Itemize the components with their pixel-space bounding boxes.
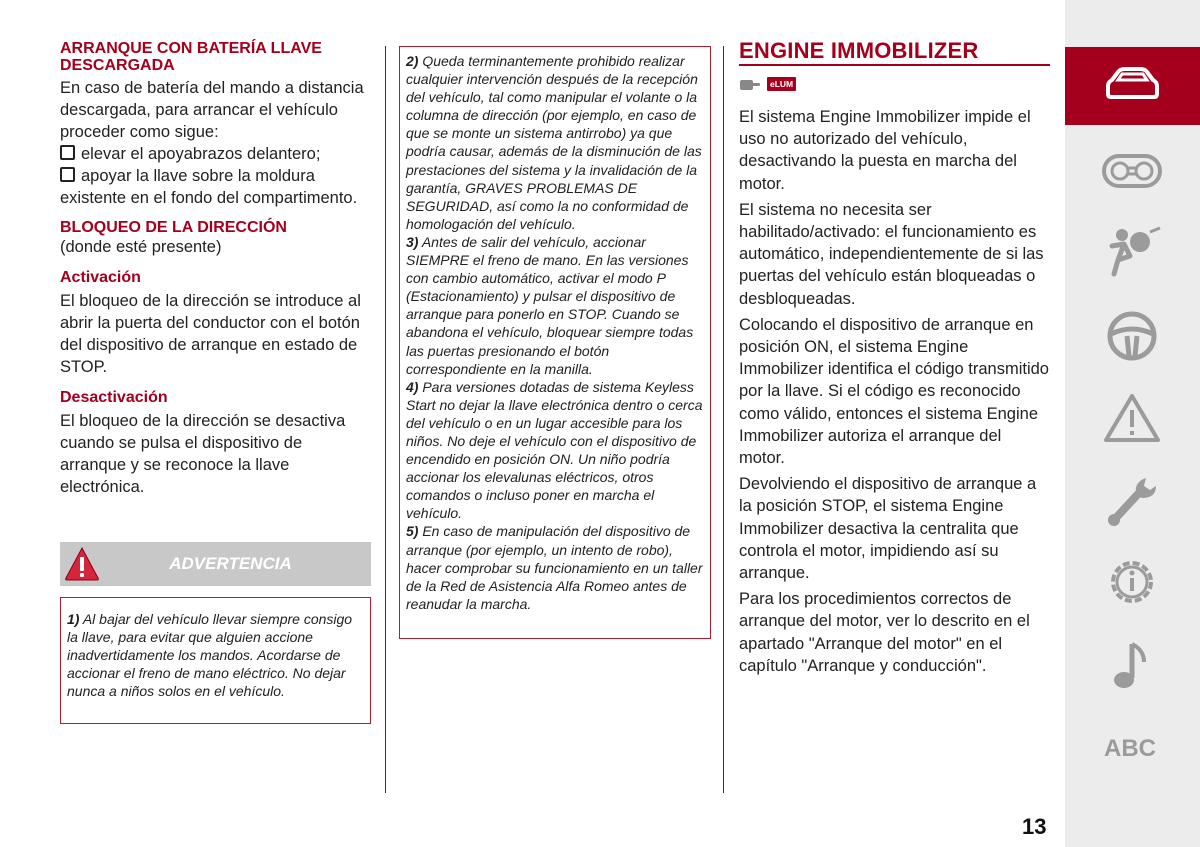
dashboard-icon[interactable] <box>1100 146 1164 198</box>
activation-title: Activación <box>60 269 141 286</box>
list-item <box>406 522 704 612</box>
heading-steering-lock: BLOQUEO DE LA DIRECCIÓN <box>60 219 287 236</box>
warning-item-text: Al bajar del vehículo llevar siempre consigo la llave, para evitar que alguien accione inadvertidamente los mandos. Acordarse de accionar el freno de mano eléctrico. No dejar nunca a niños solos en el vehículo. <box>67 611 353 700</box>
list-item <box>60 165 372 209</box>
wrench-icon[interactable] <box>1100 474 1164 526</box>
warning-box-1 <box>60 597 371 724</box>
version-tags <box>739 74 1051 94</box>
steering-lock-note: (donde esté presente) <box>60 238 222 256</box>
elum-badge: eLUM <box>767 77 796 91</box>
car-icon[interactable] <box>1100 60 1164 112</box>
warning-item-number: 2) <box>406 53 419 69</box>
airbag-icon[interactable] <box>1100 226 1164 278</box>
page-number: 13 <box>1022 814 1047 839</box>
column-right <box>739 38 1051 681</box>
list-item <box>406 233 704 378</box>
deactivation-title: Desactivación <box>60 389 168 406</box>
list-item <box>406 378 704 523</box>
warning-box-2 <box>399 46 711 639</box>
bullet-text: elevar el apoyabrazos delantero; <box>81 145 321 163</box>
activation-text: El bloqueo de la dirección se introduce al abrir la puerta del conductor con el botón del dispositivo de arranque en estado de STOP. <box>60 292 361 376</box>
warning-item-text: Antes de salir del vehículo, accionar SIEMPRE el freno de mano. En las versiones con cambio automático, activar el modo P (Estacionamiento) y pulsar el dispositivo de arranque para ponerlo en STOP. Cuando se abandona el vehículo, bloquear siempre todas las puertas presionando el botón correspondiente en la manilla. <box>406 233 694 377</box>
steering-wheel-icon[interactable] <box>1100 310 1164 362</box>
music-note-icon[interactable] <box>1100 640 1164 692</box>
warning-item-number: 1) <box>67 611 80 627</box>
warning-item-number: 3) <box>406 233 419 250</box>
battery-intro: En caso de batería del mando a distancia descargada, para arrancar el vehículo proceder como sigue: <box>60 79 364 141</box>
column-left <box>60 40 372 498</box>
warning-triangle-icon[interactable] <box>1100 392 1164 444</box>
info-gear-icon[interactable] <box>1100 556 1164 608</box>
warning-item-text: Queda terminantemente prohibido realizar cualquier intervención después de la recepción del vehículo, tal como manipular el volante o la columna de dirección (por ejemplo, en caso de que se monte un sistema antirrobo) ya que podría causar, además de la disminución de las prestaciones del sistema y la invalidación de la garantía, GRAVES PROBLEMAS DE SEGURIDAD, así como la no conformidad de homologación del vehículo. <box>406 53 702 232</box>
section-title: ENGINE IMMOBILIZER <box>739 38 979 63</box>
paragraph: El sistema no necesita ser habilitado/activado: el funcionamiento es automático, independientemente de si las puertas del vehículo están bloqueadas o desbloqueadas. <box>739 200 1044 308</box>
column-divider <box>723 46 724 793</box>
list-item <box>60 143 372 165</box>
warning-header <box>60 542 371 586</box>
warning-item-number: 4) <box>406 378 419 395</box>
title-rule <box>739 64 1050 66</box>
pointing-hand-icon <box>739 77 761 91</box>
paragraph: Para los procedimientos correctos de arranque del motor, ver lo descrito en el apartado "Arranque del motor" en el capítulo "Arranque y conducción". <box>739 590 1030 675</box>
list-item <box>406 52 704 233</box>
warning-triangle-red-icon <box>64 546 100 582</box>
heading-battery-start: ARRANQUE CON BATERÍA LLAVE DESCARGADA <box>60 40 322 74</box>
paragraph: Colocando el dispositivo de arranque en posición ON, el sistema Engine Immobilizer identifica el código transmitido por la llave. Si el código es reconocido como válido, entonces el sistema Engine Immobilizer autoriza el arranque del motor. <box>739 315 1049 468</box>
warning-title: ADVERTENCIA <box>169 554 292 573</box>
column-divider <box>385 46 386 793</box>
checkbox-bullet-icon <box>60 145 75 160</box>
bullet-text: apoyar la llave sobre la moldura existente en el fondo del compartimento. <box>60 167 358 207</box>
deactivation-text: El bloqueo de la dirección se desactiva cuando se pulsa el dispositivo de arranque y se reconoce la llave electrónica. <box>60 412 346 496</box>
warning-item-number: 5) <box>406 523 419 540</box>
paragraph: Devolviendo el dispositivo de arranque a la posición STOP, el sistema Engine Immobilizer desactiva la centralita que controla el motor, impidiendo así su arranque. <box>739 475 1037 583</box>
warning-item-text: Para versiones dotadas de sistema Keyless Start no dejar la llave electrónica dentro o cerca del vehículo o en un lugar accesible para los niños. No deje el vehículo con el dispositivo de encendido en posición ON. Un niño podría accionar los elevalunas eléctricos, otros comandos o incluso poner en marcha el vehículo. <box>406 378 703 522</box>
checkbox-bullet-icon <box>60 167 75 182</box>
index-abc-tab[interactable]: ABC <box>1104 735 1156 762</box>
paragraph: El sistema Engine Immobilizer impide el uso no autorizado del vehículo, desactivando la puesta en marcha del motor. <box>739 108 1031 193</box>
warning-item-text: En caso de manipulación del dispositivo de arranque (por ejemplo, un intento de robo), hacer comprobar su funcionamiento en un taller de la Red de Asistencia Alfa Romeo antes de reanudar la marcha. <box>406 523 703 612</box>
